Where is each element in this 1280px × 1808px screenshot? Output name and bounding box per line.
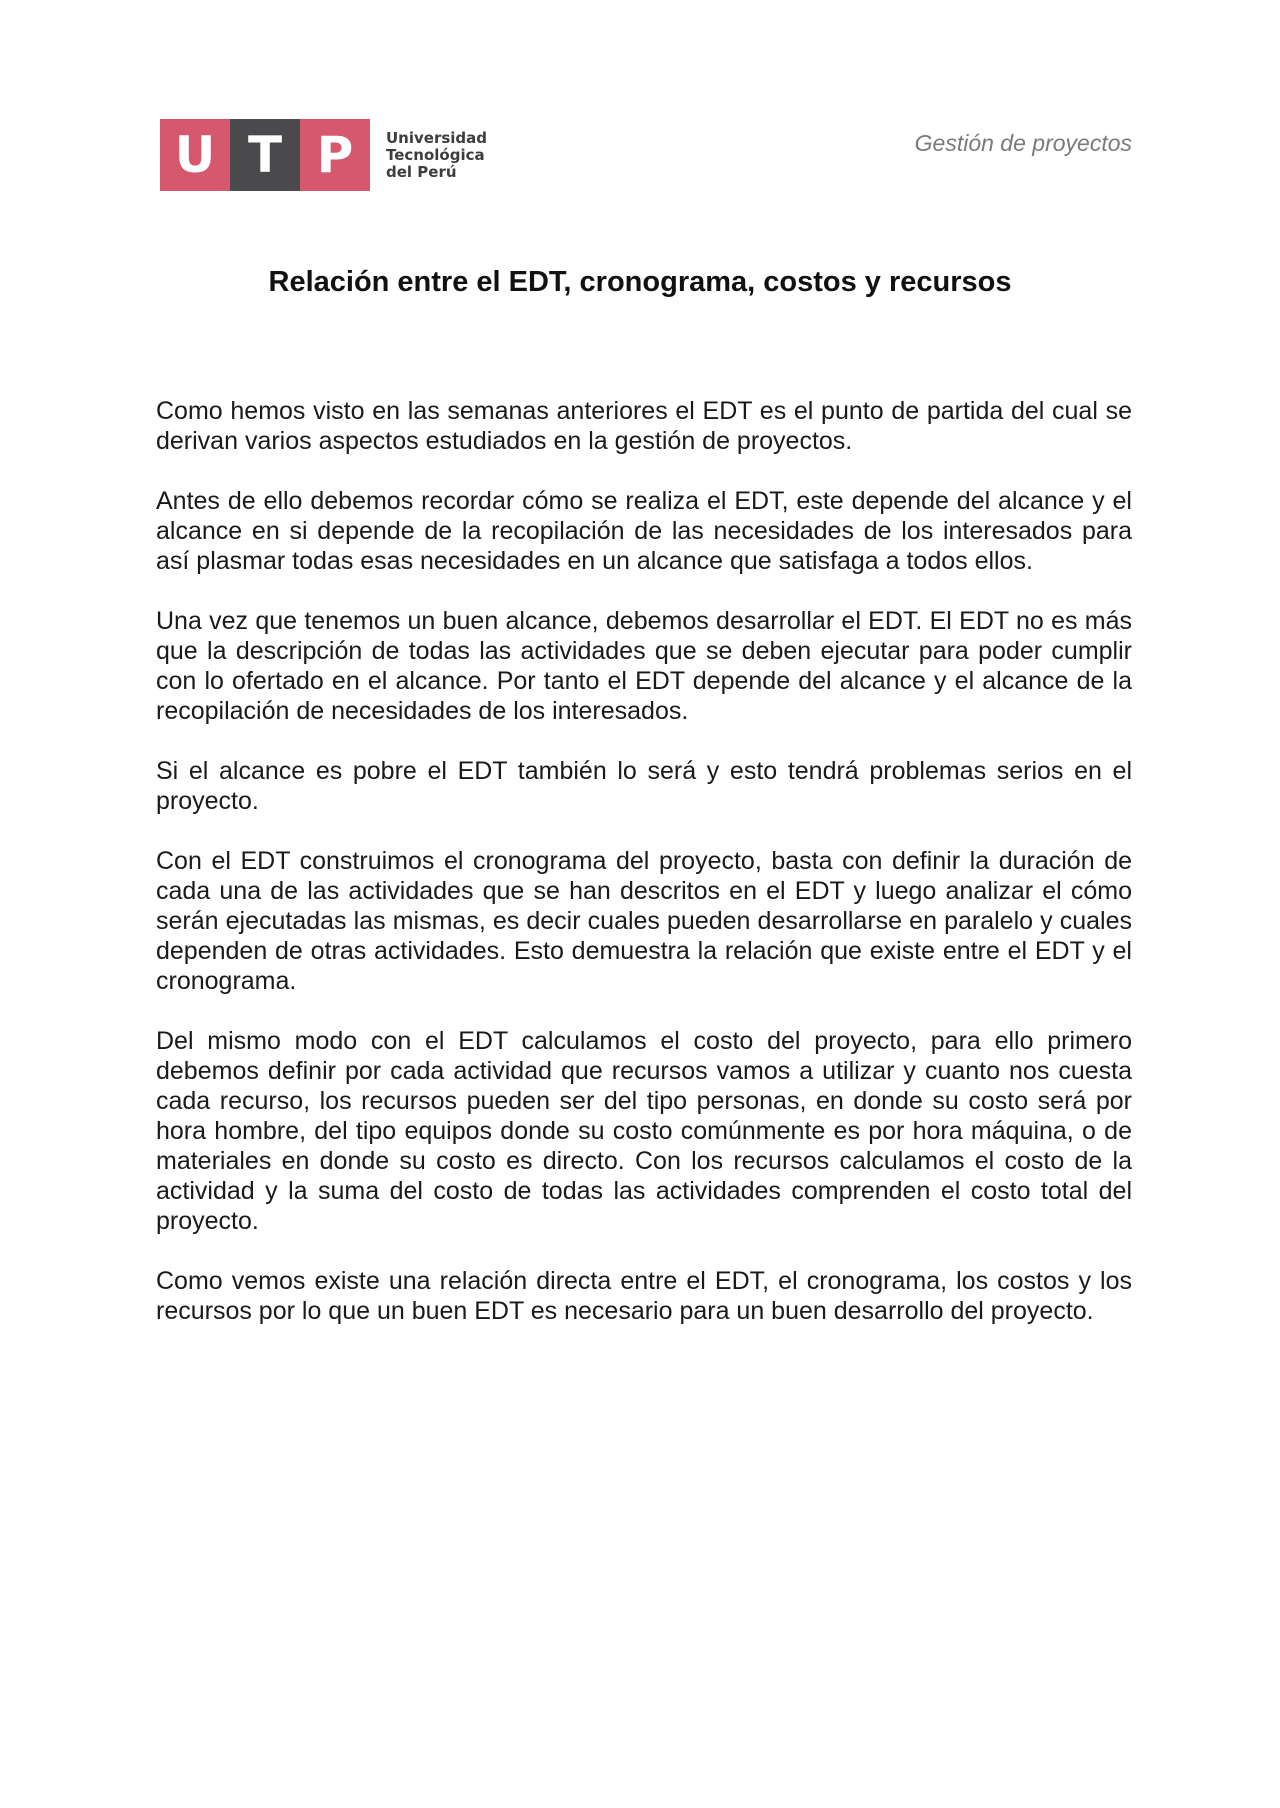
paragraph: Antes de ello debemos recordar cómo se realiza el EDT, este depende del alcance y el alcance en si depende de la recopilación de las necesidades de los interesados para así plasmar todas esas necesidades en un alcance que satisfaga a todos ellos. bbox=[156, 487, 1132, 575]
paragraph: Con el EDT construimos el cronograma del proyecto, basta con definir la duración de cada una de las actividades que se han descritos en el EDT y luego analizar el cómo serán ejecutadas las mismas, es decir cuales pueden desarrollarse en paralelo y cuales dependen de otras actividades. Esto demuestra la relación que existe entre el EDT y el cronograma. bbox=[156, 847, 1132, 995]
logo-letter-p: P bbox=[300, 119, 370, 191]
logo-line-2: Tecnológica bbox=[386, 145, 485, 164]
logo-letter-t: T bbox=[230, 119, 300, 191]
logo-wordmark bbox=[386, 130, 487, 181]
paragraph: Como hemos visto en las semanas anteriores el EDT es el punto de partida del cual se derivan varios aspectos estudiados en la gestión de proyectos. bbox=[156, 397, 1132, 455]
utp-logo bbox=[160, 119, 487, 191]
paragraph: Del mismo modo con el EDT calculamos el costo del proyecto, para ello primero debemos definir por cada actividad que recursos vamos a utilizar y cuanto nos cuesta cada recurso, los recursos pueden ser del tipo personas, en donde su costo será por hora hombre, del tipo equipos donde su costo comúnmente es por hora máquina, o de materiales en donde su costo es directo. Con los recursos calculamos el costo de la actividad y la suma del costo de todas las actividades comprenden el costo total del proyecto. bbox=[156, 1027, 1132, 1235]
document-body bbox=[156, 396, 1132, 1356]
logo-line-3: del Perú bbox=[386, 162, 457, 181]
logo-line-1: Universidad bbox=[386, 128, 488, 147]
course-label: Gestión de proyectos bbox=[914, 130, 1132, 156]
document-title: Relación entre el EDT, cronograma, costos y recursos bbox=[268, 266, 1012, 298]
logo-letter-u: U bbox=[160, 119, 230, 191]
paragraph: Una vez que tenemos un buen alcance, debemos desarrollar el EDT. El EDT no es más que la descripción de todas las actividades que se deben ejecutar para poder cumplir con lo ofertado en el alcance. Por tanto el EDT depende del alcance y el alcance de la recopilación de necesidades de los interesados. bbox=[156, 607, 1132, 725]
paragraph: Como vemos existe una relación directa entre el EDT, el cronograma, los costos y los recursos por lo que un buen EDT es necesario para un buen desarrollo del proyecto. bbox=[156, 1267, 1132, 1325]
paragraph: Si el alcance es pobre el EDT también lo será y esto tendrá problemas serios en el proyecto. bbox=[156, 757, 1132, 815]
